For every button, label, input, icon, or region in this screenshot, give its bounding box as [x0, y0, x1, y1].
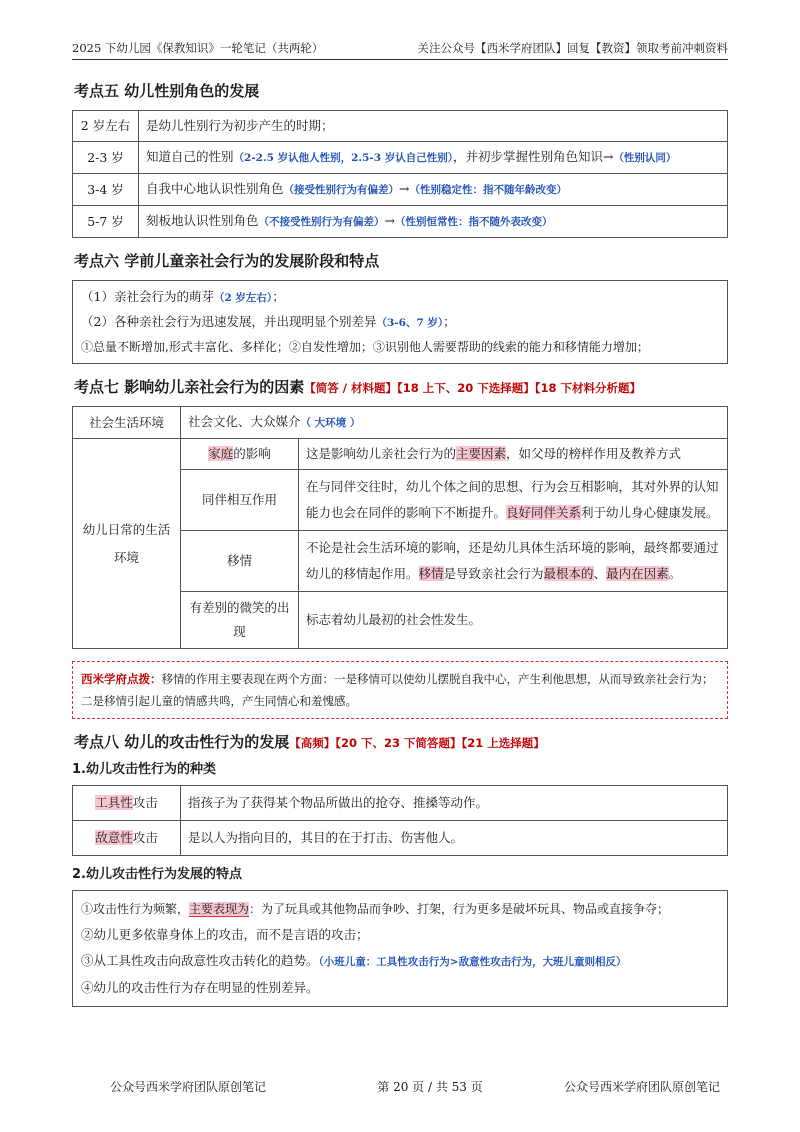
desc-cell: 自我中心地认识性别角色（接受性别行为有偏差）→（性别稳定性：指不随年龄改变）	[139, 174, 728, 206]
header-right-text: 关注公众号【西米学府团队】回复【教资】领取考前冲刺资料	[417, 40, 728, 55]
sub-factor-label: 同伴相互作用	[181, 470, 299, 531]
section-8-title: 考点八 幼儿的攻击性行为的发展【高频】【20 下、23 下简答题】【21 上选择题】	[74, 733, 545, 751]
page-header	[72, 36, 728, 60]
feature-line-3: ③从工具性攻击向敌意性攻击转化的趋势。（小班儿童：工具性攻击行为>敌意性攻击行为，大班儿童则相反）	[81, 953, 627, 968]
factor-desc: 这是影响幼儿亲社会行为的主要因素，如父母的榜样作用及教养方式	[299, 439, 728, 470]
aggression-types-table	[72, 785, 728, 856]
factor-desc: 在与同伴交往时，幼儿个体之间的思想、行为会互相影响，其对外界的认知能力也会在同伴的影响下不断提升。良好同伴关系利于幼儿身心健康发展。	[299, 470, 728, 531]
age-cell: 3-4 岁	[73, 174, 139, 206]
feature-line-4: ④幼儿的攻击性行为存在明显的性别差异。	[81, 980, 319, 995]
tip-box	[72, 661, 728, 719]
feature-line-2: ②幼儿更多依靠身体上的攻击，而不是言语的攻击；	[81, 927, 369, 942]
page-content	[72, 80, 728, 1007]
footer-left-text: 公众号西米学府团队原创笔记	[110, 1080, 267, 1094]
prosocial-stages-box	[72, 280, 728, 364]
subsection-title: 2.幼儿攻击性行为发展的特点	[72, 867, 242, 882]
age-cell: 5-7 岁	[73, 206, 139, 238]
section-5-title: 考点五 幼儿性别角色的发展	[74, 82, 260, 100]
factor-label: 社会生活环境	[73, 407, 181, 439]
table-row	[73, 174, 728, 206]
stage-line-3: ①总量不断增加,形式丰富化、多样化；②自发性增加；③识别他人需要帮助的线索的能力和移情能力增加；	[81, 340, 649, 354]
tip-text: 移情的作用主要表现在两个方面：一是移情可以使幼儿摆脱自我中心，产生利他思想，从而导致亲社会行为；二是移情引起儿童的情感共鸣，产生同情心和羞愧感。	[81, 672, 714, 708]
factor-desc: 不论是社会生活环境的影响，还是幼儿具体生活环境的影响，最终都要通过幼儿的移情起作用。移情是导致亲社会行为最根本的、最内在因素。	[299, 531, 728, 592]
desc-cell: 刻板地认识性别角色（不接受性别行为有偏差）→（性别恒常性：指不随外表改变）	[139, 206, 728, 238]
type-label: 敌意性攻击	[73, 821, 181, 856]
factor-label: 幼儿日常的生活环境	[73, 439, 181, 649]
type-label: 工具性攻击	[73, 786, 181, 821]
section-7-title: 考点七 影响幼儿亲社会行为的因素【简答 / 材料题】【18 上下、20 下选择题】【18 下材料分析题】	[74, 378, 641, 396]
age-cell: 2-3 岁	[73, 142, 139, 174]
page-footer	[110, 1078, 720, 1095]
table-row	[73, 142, 728, 174]
table-row	[73, 821, 728, 856]
type-desc: 指孩子为了获得某个物品所做出的抢夺、推搡等动作。	[181, 786, 728, 821]
age-cell: 2 岁左右	[73, 111, 139, 142]
table-row	[73, 439, 728, 470]
aggression-features-box	[72, 890, 728, 1007]
desc-cell: 知道自己的性别（2-2.5 岁认他人性别，2.5-3 岁认自己性别），并初步掌握性别角色知识→（性别认同）	[139, 142, 728, 174]
header-left-text: 2025 下幼儿园《保教知识》一轮笔记（共两轮）	[72, 40, 324, 55]
stage-line-1: （1）亲社会行为的萌芽（2 岁左右）；	[81, 289, 285, 304]
factor-desc: 社会文化、大众媒介（ 大环境 ）	[181, 407, 728, 439]
table-row	[73, 786, 728, 821]
page-number: 第 20 页 / 共 53 页	[377, 1080, 483, 1094]
table-row	[73, 111, 728, 142]
sub-factor-label: 家庭的影响	[181, 439, 299, 470]
exam-tags: 【简答 / 材料题】【18 上下、20 下选择题】【18 下材料分析题】	[304, 381, 641, 395]
section-6-title: 考点六 学前儿童亲社会行为的发展阶段和特点	[74, 252, 380, 270]
tip-label: 西米学府点拨：	[81, 672, 162, 686]
sub-factor-label: 移情	[181, 531, 299, 592]
table-row	[73, 407, 728, 439]
prosocial-factors-table	[72, 406, 728, 649]
feature-line-1: ①攻击性行为频繁，主要表现为：为了玩具或其他物品而争吵、打架，行为更多是破坏玩具、物品或直接争夺；	[81, 902, 670, 916]
factor-desc: 标志着幼儿最初的社会性发生。	[299, 592, 728, 649]
type-desc: 是以人为指向目的，其目的在于打击、伤害他人。	[181, 821, 728, 856]
exam-tags: 【高频】【20 下、23 下简答题】【21 上选择题】	[289, 736, 545, 750]
subsection-title: 1.幼儿攻击性行为的种类	[72, 762, 216, 777]
sub-factor-label: 有差别的微笑的出现	[181, 592, 299, 649]
desc-cell: 是幼儿性别行为初步产生的时期；	[139, 111, 728, 142]
gender-role-table	[72, 110, 728, 238]
footer-right-text: 公众号西米学府团队原创笔记	[563, 1080, 720, 1094]
table-row	[73, 206, 728, 238]
stage-line-2: （2）各种亲社会行为迅速发展，并出现明显个别差异（3-6、7 岁）；	[81, 314, 456, 329]
